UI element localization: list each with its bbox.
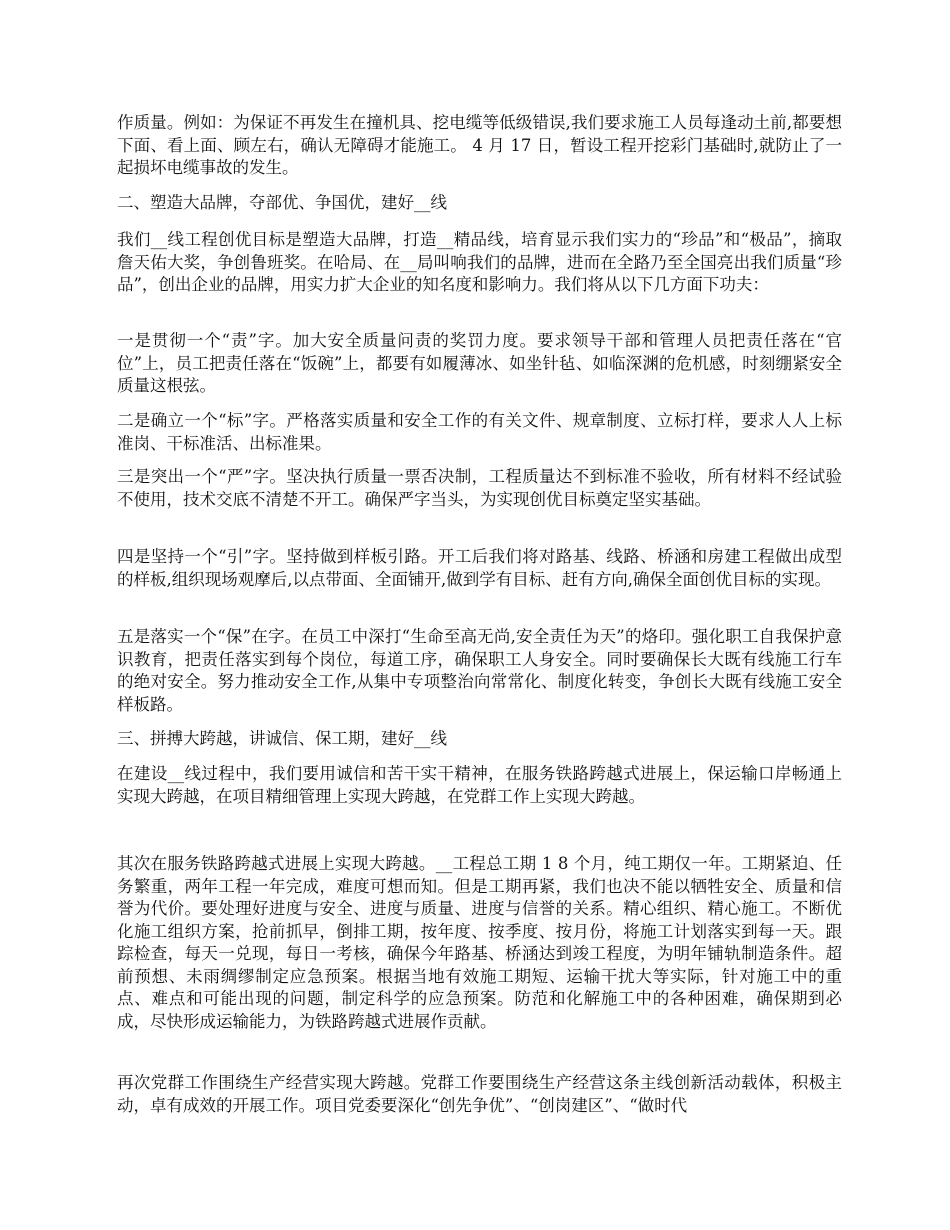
paragraph-5: 二是确立一个“标”字。严格落实质量和安全工作的有关文件、规章制度、立标打样，要求人人上标准岗、干标准活、出标准果。: [117, 411, 842, 453]
paragraph-10: 在建设__线过程中，我们要用诚信和苦干实干精神，在服务铁路跨越式进展上，保运输口岸畅通上实现大跨越，在项目精细管理上实现大跨越，在党群工作上实现大跨越。: [117, 764, 842, 806]
paragraph-11: 其次在服务铁路跨越式进展上实现大跨越。__工程总工期 1 8 个月，纯工期仅一年。工期紧迫、任务繁重，两年工程一年完成，难度可想而知。但是工期再紧，我们也决不能以牺牲安全、质量和信誉为代价。要处理好进度与安全、进度与质量、进度与信誉的关系。精心组织、精心施工。不断优化施工组织方案，抢前抓早，倒排工期，按年度、按季度、按月份，将施工计划落实到每一天。跟踪检查，每天一兑现，每日一考核，确保今年路基、桥涵达到竣工程度，为明年铺轨制造条件。超前预想、未雨绸缪制定应急预案。根据当地有效施工期短、运输干扰大等实际，针对施工中的重点、难点和可能出现的问题，制定科学的应急预案。防范和化解施工中的各种困难，确保期到必成，尽快形成运输能力，为铁路跨越式进展作贡献。: [117, 854, 842, 1031]
paragraph-4: 一是贯彻一个“责”字。加大安全质量问责的奖罚力度。要求领导干部和管理人员把责任落在“官位”上，员工把责任落在“饭碗”上，都要有如履薄冰、如坐针毡、如临深渊的危机感，时刻绷紧安全质量这根弦。: [117, 331, 842, 395]
paragraph-1: 作质量。例如：为保证不再发生在撞机具、挖电缆等低级错误,我们要求施工人员每逢动土前,都要想下面、看上面、顾左右，确认无障碍才能施工。 4 月 17 日，暂设工程开挖彩门基础时,就防止了一起损坏电缆事故的发生。: [117, 113, 842, 177]
paragraph-3: 我们__线工程创优目标是塑造大品牌，打造__精品线，培育显示我们实力的“珍品”和“极品”，摘取詹天佑大奖，争创鲁班奖。在哈局、在__局叫响我们的品牌，进而在全路乃至全国亮出我们质量“珍品”，创出企业的品牌，用实力扩大企业的知名度和影响力。我们将从以下几方面下功夫：: [117, 230, 842, 294]
paragraph-8: 五是落实一个“保”在字。在员工中深打“生命至高无尚,安全责任为天”的烙印。强化职工自我保护意识教育，把责任落实到每个岗位，每道工序，确保职工人身安全。同时要确保长大既有线施工行车的绝对安全。努力推动安全工作,从集中专项整治向常常化、制度化转变，争创长大既有线施工安全样板路。: [117, 627, 842, 714]
paragraph-6: 三是突出一个“严”字。坚决执行质量一票否决制，工程质量达不到标准不验收，所有材料不经试验不使用，技术交底不清楚不开工。确保严字当头，为实现创优目标奠定坚实基础。: [117, 467, 842, 509]
section-heading-9: 三、拼搏大跨越，讲诚信、保工期，建好__线: [117, 729, 447, 748]
paragraph-7: 四是坚持一个“引”字。坚持做到样板引路。开工后我们将对路基、线路、桥涵和房建工程做出成型的样板,组织现场观摩后,以点带面、全面铺开,做到学有目标、赶有方向,确保全面创优目标的实现。: [117, 547, 842, 589]
paragraph-12: 再次党群工作围绕生产经营实现大跨越。党群工作要围绕生产经营这条主线创新活动载体，积极主动，卓有成效的开展工作。项目党委要深化“创先争优”、“创岗建区”、“做时代: [117, 1073, 842, 1115]
section-heading-2: 二、塑造大品牌，夺部优、争国优，建好__线: [117, 193, 447, 212]
